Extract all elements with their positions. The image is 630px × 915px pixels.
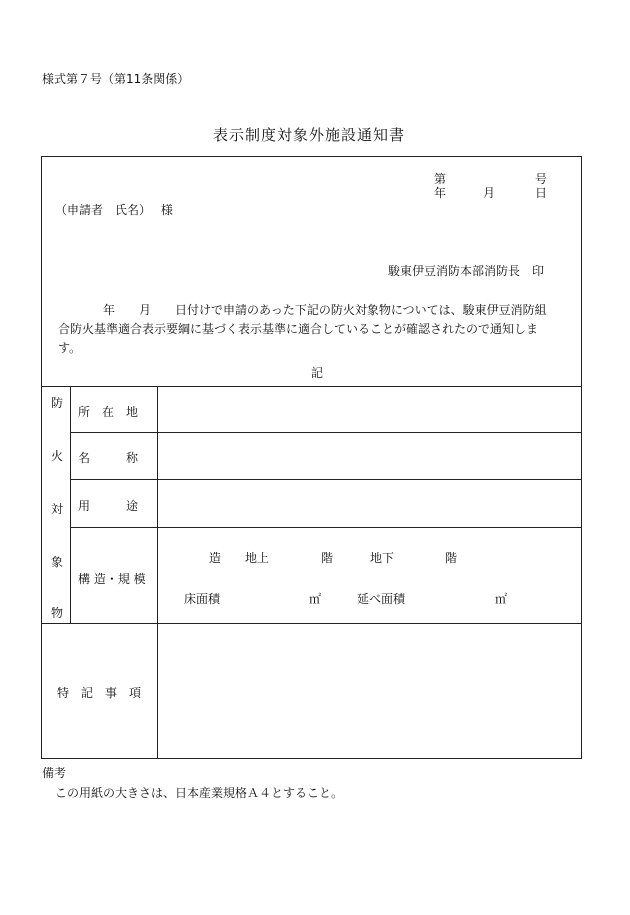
remarks-field[interactable] <box>158 624 581 758</box>
remarks-label: 特 記 事 項 <box>57 686 142 700</box>
usage-field[interactable] <box>158 480 581 527</box>
structure-kai-below: 階 <box>445 551 458 565</box>
location-field[interactable] <box>158 387 581 432</box>
structure-zou: 造 <box>209 551 222 565</box>
side-label-char-5: 物 <box>51 606 64 620</box>
location-label: 所 在 地 <box>78 405 139 419</box>
body-line-1: 年 月 日付けで申請のあった下記の防火対象物については、駿東伊豆消防組 <box>103 303 547 317</box>
name-field[interactable] <box>158 433 581 479</box>
date-year: 年 <box>434 186 447 200</box>
note-heading: 備考 <box>42 766 67 780</box>
document-title: 表示制度対象外施設通知書 <box>213 126 406 144</box>
ki-label: 記 <box>311 366 324 380</box>
body-line-2: 合防火基準適合表示要綱に基づく表示基準に適合していることが確認されたので通知しま <box>58 322 539 336</box>
form-number: 様式第７号（第11条関係） <box>42 72 190 86</box>
body-line-3: す。 <box>58 341 82 355</box>
number-label-dai: 第 <box>434 172 447 186</box>
floor-area-unit: ㎡ <box>309 592 322 606</box>
structure-chijo: 地上 <box>245 551 270 565</box>
date-day: 日 <box>535 186 548 200</box>
name-label: 名 称 <box>78 451 139 465</box>
usage-label: 用 途 <box>78 499 139 513</box>
note-text: この用紙の大きさは、日本産業規格Ａ４とすること。 <box>55 786 344 800</box>
total-floor-area-unit: ㎡ <box>495 592 508 606</box>
structure-chika: 地下 <box>370 551 395 565</box>
number-label-go: 号 <box>535 172 548 186</box>
side-label-char-4: 象 <box>51 555 64 569</box>
side-label-divider <box>70 386 71 623</box>
issuer: 駿東伊豆消防本部消防長 印 <box>388 264 545 278</box>
applicant-name: （申請者 氏名） 様 <box>55 203 173 217</box>
structure-kai-above: 階 <box>321 551 334 565</box>
side-label-char-3: 対 <box>51 502 64 516</box>
row-divider-3 <box>70 527 582 528</box>
total-floor-area-label: 延べ面積 <box>357 592 406 606</box>
side-label-char-1: 防 <box>51 396 64 410</box>
structure-label: 構 造・規 模 <box>78 572 146 586</box>
date-month: 月 <box>483 186 496 200</box>
side-label-char-2: 火 <box>51 449 64 463</box>
floor-area-label: 床面積 <box>184 592 221 606</box>
